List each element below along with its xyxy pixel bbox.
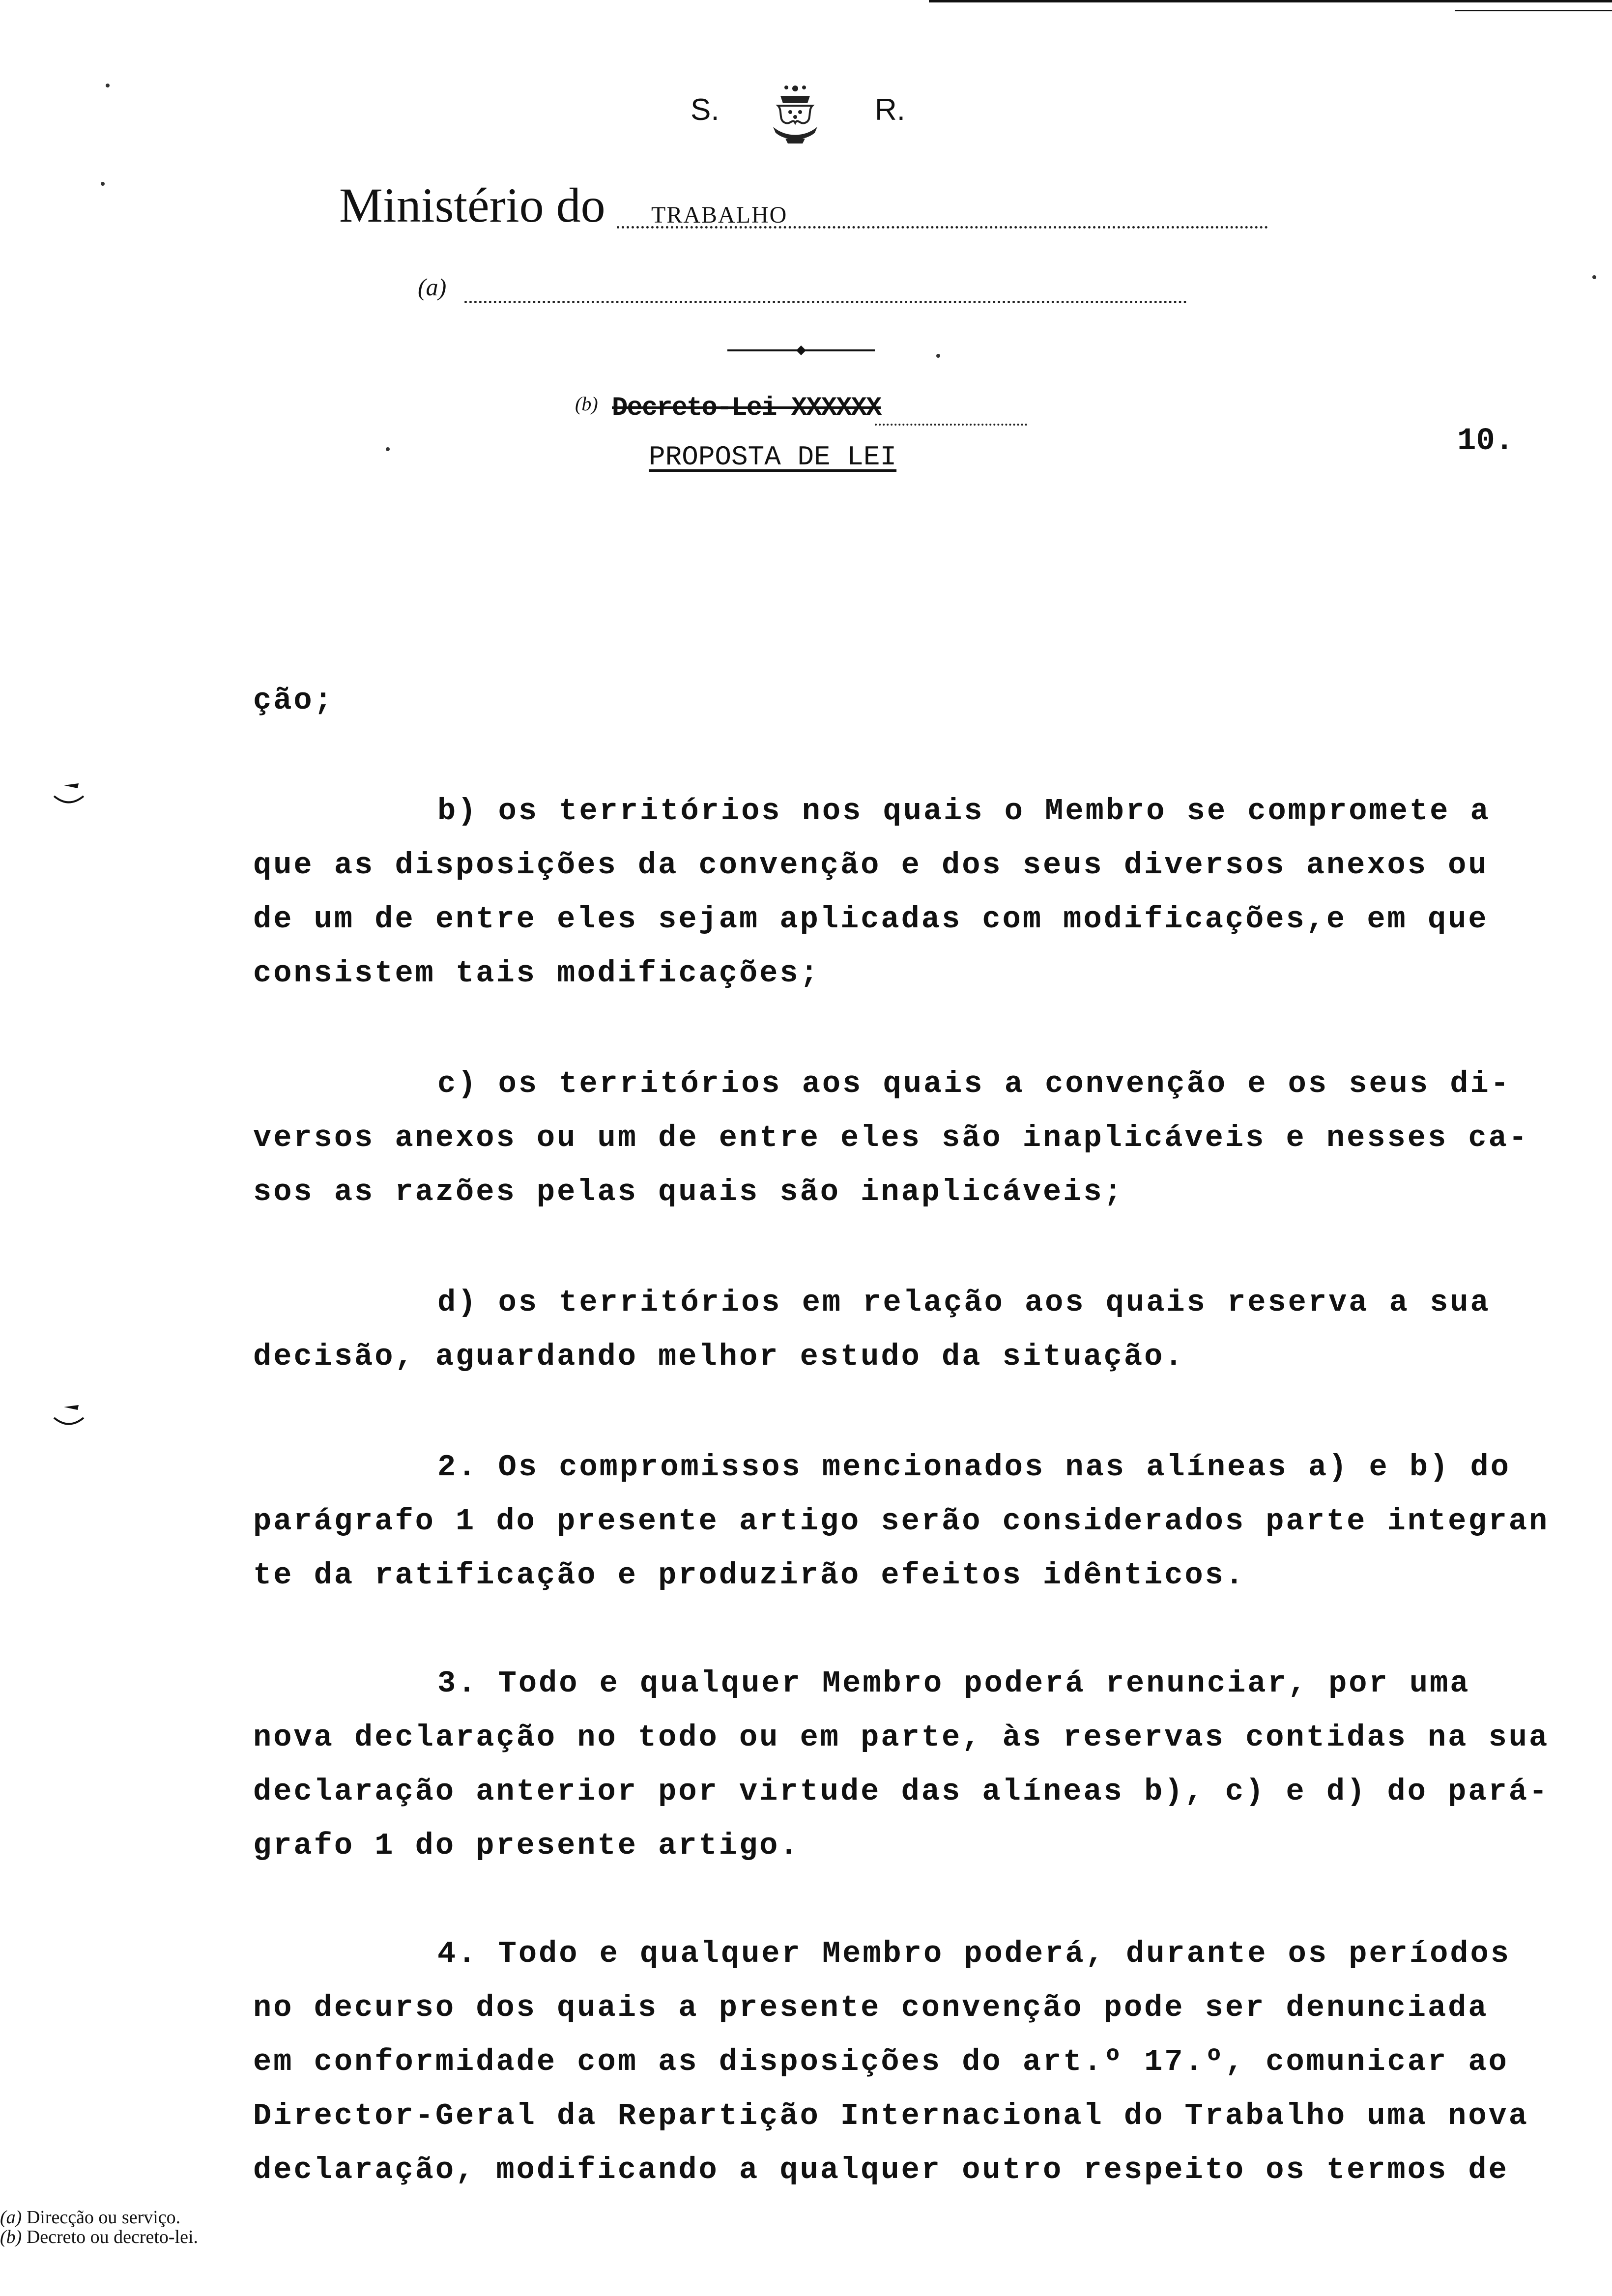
body-line: decisão, aguardando melhor estudo da situação. [253,1339,1185,1374]
body-line: 2. Os compromissos mencionados nas alíneas a) e b) do [437,1450,1511,1485]
body-line: de um de entre eles sejam aplicadas com modificações,e em que [253,902,1489,937]
footnote-b-text: Decreto ou decreto-lei. [26,2227,199,2247]
scan-speck [936,354,940,358]
ornament-divider [727,343,875,358]
ministry-value: TRABALHO [651,202,788,228]
page-number: 10. [1457,424,1514,459]
body-line: declaração, modificando a qualquer outro respeito os termos de [253,2152,1509,2187]
binding-hole-mark [49,781,88,811]
body-line: parágrafo 1 do presente artigo serão considerados parte integran [253,1504,1550,1539]
binding-hole-mark [49,1403,88,1433]
scan-speck [106,84,110,87]
body-line: d) os territórios em relação aos quais reserva a sua [437,1285,1491,1320]
body-line: versos anexos ou um de entre eles são inaplicáveis e nesses ca- [253,1120,1529,1155]
ministry-label: Ministério do [339,178,605,232]
body-line: consistem tais modificações; [253,956,820,991]
body-line: c) os territórios aos quais a convenção e os seus di- [437,1066,1511,1101]
body-line: sos as razões pelas quais são inaplicáveis; [253,1175,1124,1209]
footnote-b-key: (b) [0,2227,22,2247]
scan-speck [1592,275,1596,279]
letterhead-right-letter: R. [875,93,905,127]
body-line: no decurso dos quais a presente convenção pode ser denunciada [253,1990,1489,2025]
field-b-label: (b) [575,393,598,415]
body-line: 4. Todo e qualquer Membro poderá, durante os períodos [437,1936,1511,1971]
scan-speck [101,182,105,186]
body-line: nova declaração no todo ou em parte, às reservas contidas na sua [253,1720,1550,1755]
field-b-struck-text: Decreto-Lei XXXXXX [612,393,881,423]
body-line: que as disposições da convenção e dos seus diversos anexos ou [253,848,1489,883]
coat-of-arms-icon [756,74,835,152]
scan-speck [386,447,390,451]
top-edge-rule-2 [1455,10,1612,11]
field-a-dotted-line [464,301,1187,303]
top-edge-rule [929,0,1612,2]
letterhead-left-letter: S. [691,93,720,127]
body-line: declaração anterior por virtude das alíneas b), c) e d) do pará- [253,1774,1550,1809]
body-line: em conformidade com as disposições do art.º 17.º, comunicar ao [253,2044,1509,2079]
body-line: ção; [253,683,334,718]
footnote-b [0,2226,198,2248]
body-line: Director-Geral da Repartição Internacional do Trabalho uma nova [253,2098,1529,2133]
field-a-label: (a) [418,273,447,301]
footnote-a-text: Direcção ou serviço. [26,2207,181,2228]
document-type: PROPOSTA DE LEI [649,441,897,473]
body-line: te da ratificação e produzirão efeitos idênticos. [253,1558,1246,1593]
field-b-dotted-line [875,424,1027,426]
body-line: grafo 1 do presente artigo. [253,1828,800,1863]
footnote-a-key: (a) [0,2207,22,2228]
body-line: 3. Todo e qualquer Membro poderá renunciar, por uma [437,1666,1470,1701]
body-line: b) os territórios nos quais o Membro se compromete a [437,794,1491,829]
footnote-a [0,2207,180,2228]
